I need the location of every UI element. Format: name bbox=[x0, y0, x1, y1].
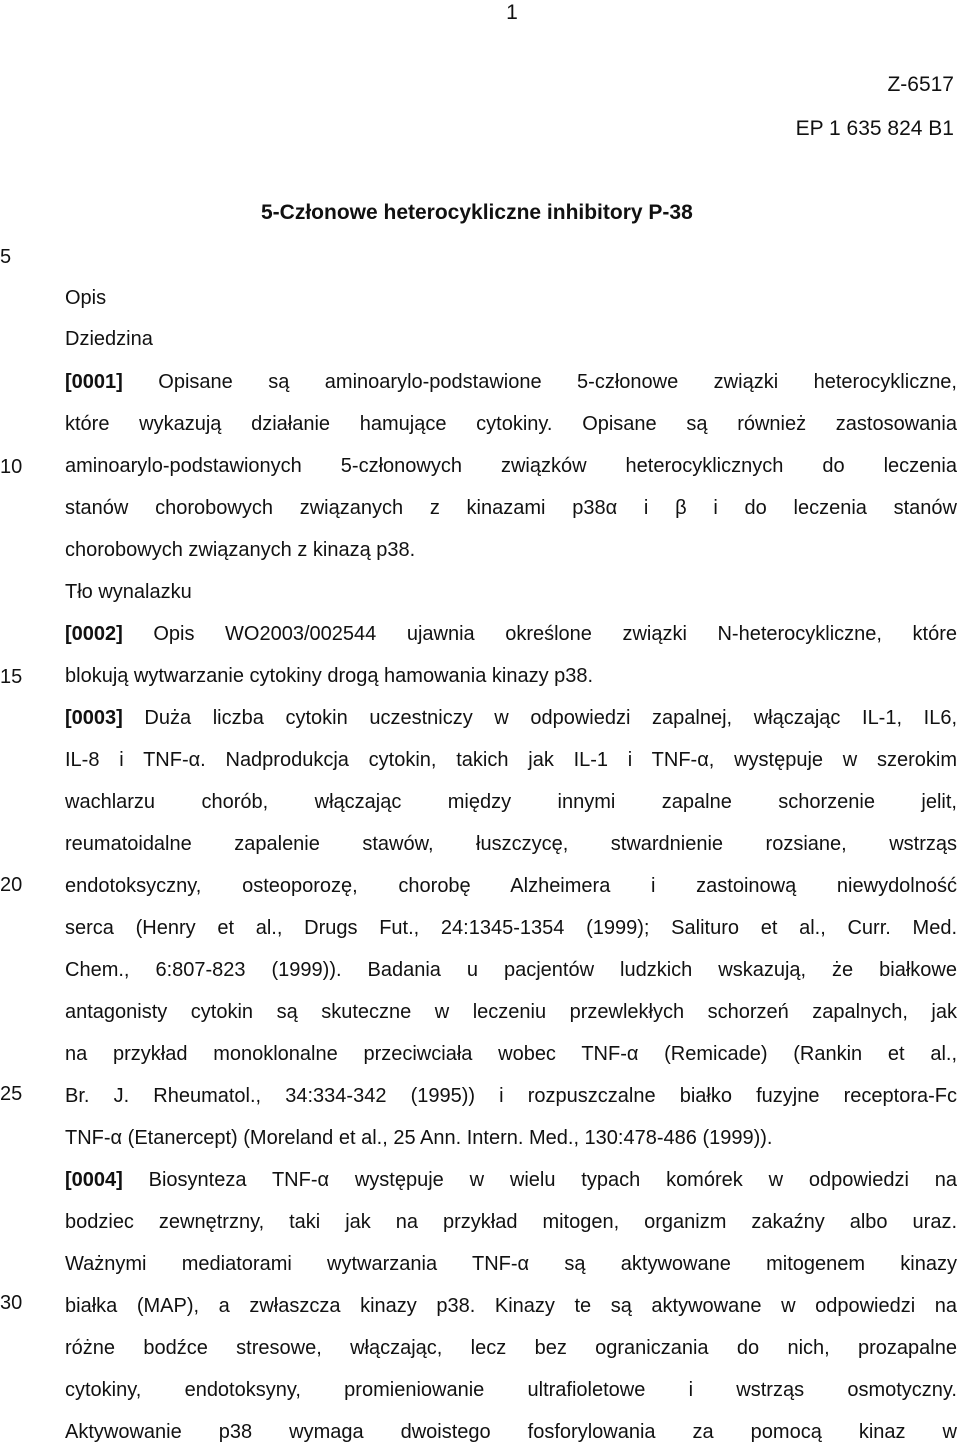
line-text: Opisane są aminoarylo-podstawione 5-członowe związki heterocykliczne, bbox=[122, 371, 957, 393]
line-text: antagonisty cytokin są skuteczne w leczeniu przewlekłych schorzeń zapalnych, jak bbox=[65, 1001, 957, 1023]
paragraph-0003-line-10 bbox=[65, 1083, 957, 1109]
line-text: Chem., 6:807-823 (1999)). Badania u pacjentów ludzkich wskazują, że białkowe bbox=[65, 959, 957, 981]
paragraph-0004-line-5 bbox=[65, 1335, 957, 1361]
paragraph-0003-line-4 bbox=[65, 831, 957, 857]
line-text: stanów chorobowych związanych z kinazami p38α i β i do leczenia stanów bbox=[65, 497, 957, 519]
paragraph-0003-line-9 bbox=[65, 1041, 957, 1067]
line-text: Aktywowanie p38 wymaga dwoistego fosforylowania za pomocą kinaz w bbox=[65, 1421, 957, 1443]
paragraph-tag: [0003] bbox=[65, 707, 123, 729]
paragraph-0001-line-2 bbox=[65, 411, 957, 437]
section-heading-tlo: Tło wynalazku bbox=[65, 581, 192, 603]
paragraph-0003-line-1 bbox=[65, 705, 957, 731]
paragraph-0004-line-2 bbox=[65, 1209, 957, 1235]
paragraph-0003-line-6 bbox=[65, 915, 957, 941]
line-text: Biosynteza TNF-α występuje w wielu typach komórek w odpowiedzi na bbox=[122, 1169, 957, 1191]
section-heading-dziedzina: Dziedzina bbox=[65, 328, 153, 350]
paragraph-0001-line-1 bbox=[65, 369, 957, 395]
page-number: 1 bbox=[506, 1, 518, 24]
line-text: IL-8 i TNF-α. Nadprodukcja cytokin, takich jak IL-1 i TNF-α, występuje w szerokim bbox=[65, 749, 957, 771]
paragraph-0002-line-2 bbox=[65, 663, 593, 689]
paragraph-tag: [0004] bbox=[65, 1169, 123, 1191]
paragraph-tag: [0002] bbox=[65, 623, 123, 645]
paragraph-0003-line-5 bbox=[65, 873, 957, 899]
paragraph-0004-line-3 bbox=[65, 1251, 957, 1277]
paragraph-0003-line-11 bbox=[65, 1125, 772, 1151]
line-text: reumatoidalne zapalenie stawów, łuszczycę, stwardnienie rozsiane, wstrząs bbox=[65, 833, 957, 855]
line-text: cytokiny, endotoksyny, promieniowanie ultrafioletowe i wstrząs osmotyczny. bbox=[65, 1379, 957, 1401]
line-text: blokują wytwarzanie cytokiny drogą hamowania kinazy p38. bbox=[65, 665, 594, 687]
paragraph-0001-line-5 bbox=[65, 537, 415, 563]
paragraph-0004-line-6 bbox=[65, 1377, 957, 1403]
document-title: 5-Członowe heterocykliczne inhibitory P-38 bbox=[261, 201, 693, 224]
line-text: chorobowych związanych z kinazą p38. bbox=[65, 539, 416, 561]
paragraph-0004-line-7 bbox=[65, 1419, 957, 1445]
paragraph-0003-line-3 bbox=[65, 789, 957, 815]
paragraph-0003-line-8 bbox=[65, 999, 957, 1025]
line-text: które wykazują działanie hamujące cytokiny. Opisane są również zastosowania bbox=[65, 413, 957, 435]
line-text: różne bodźce stresowe, włączając, lecz bez ograniczania do nich, prozapalne bbox=[65, 1337, 957, 1359]
paragraph-0004-line-4 bbox=[65, 1293, 957, 1319]
line-number-15: 15 bbox=[0, 666, 23, 688]
line-number-10: 10 bbox=[0, 456, 23, 478]
reference-code: Z-6517 bbox=[887, 73, 954, 96]
line-text: Ważnymi mediatorami wytwarzania TNF-α są aktywowane mitogenem kinazy bbox=[65, 1253, 957, 1275]
line-number-25: 25 bbox=[0, 1083, 23, 1105]
line-text: aminoarylo-podstawionych 5-członowych związków heterocyklicznych do leczenia bbox=[65, 455, 957, 477]
paragraph-0002-line-1 bbox=[65, 621, 957, 647]
line-text: TNF-α (Etanercept) (Moreland et al., 25 Ann. Intern. Med., 130:478-486 (1999)). bbox=[65, 1127, 773, 1149]
paragraph-0001-line-3 bbox=[65, 453, 957, 479]
paragraph-0003-line-2 bbox=[65, 747, 957, 773]
line-text: Opis WO2003/002544 ujawnia określone związki N-heterocykliczne, które bbox=[122, 623, 957, 645]
line-text: Br. J. Rheumatol., 34:334-342 (1995)) i rozpuszczalne białko fuzyjne receptora-Fc bbox=[65, 1085, 957, 1107]
section-heading-opis: Opis bbox=[65, 287, 107, 309]
paragraph-0001-line-4 bbox=[65, 495, 957, 521]
paragraph-0004-line-1 bbox=[65, 1167, 957, 1193]
patent-number: EP 1 635 824 B1 bbox=[795, 117, 954, 140]
paragraph-tag: [0001] bbox=[65, 371, 123, 393]
line-text: serca (Henry et al., Drugs Fut., 24:1345-1354 (1999); Salituro et al., Curr. Med. bbox=[65, 917, 957, 939]
paragraph-0003-line-7 bbox=[65, 957, 957, 983]
line-text: wachlarzu chorób, włączając między innymi zapalne schorzenie jelit, bbox=[65, 791, 957, 813]
line-text: Duża liczba cytokin uczestniczy w odpowiedzi zapalnej, włączając IL-1, IL6, bbox=[122, 707, 957, 729]
line-text: białka (MAP), a zwłaszcza kinazy p38. Kinazy te są aktywowane w odpowiedzi na bbox=[65, 1295, 957, 1317]
line-text: endotoksyczny, osteoporozę, chorobę Alzheimera i zastoinową niewydolność bbox=[65, 875, 957, 897]
line-text: na przykład monoklonalne przeciwciała wobec TNF-α (Remicade) (Rankin et al., bbox=[65, 1043, 957, 1065]
line-text: bodziec zewnętrzny, taki jak na przykład mitogen, organizm zakaźny albo uraz. bbox=[65, 1211, 957, 1233]
line-number-5: 5 bbox=[0, 246, 12, 268]
line-number-20: 20 bbox=[0, 874, 23, 896]
line-number-30: 30 bbox=[0, 1292, 23, 1314]
